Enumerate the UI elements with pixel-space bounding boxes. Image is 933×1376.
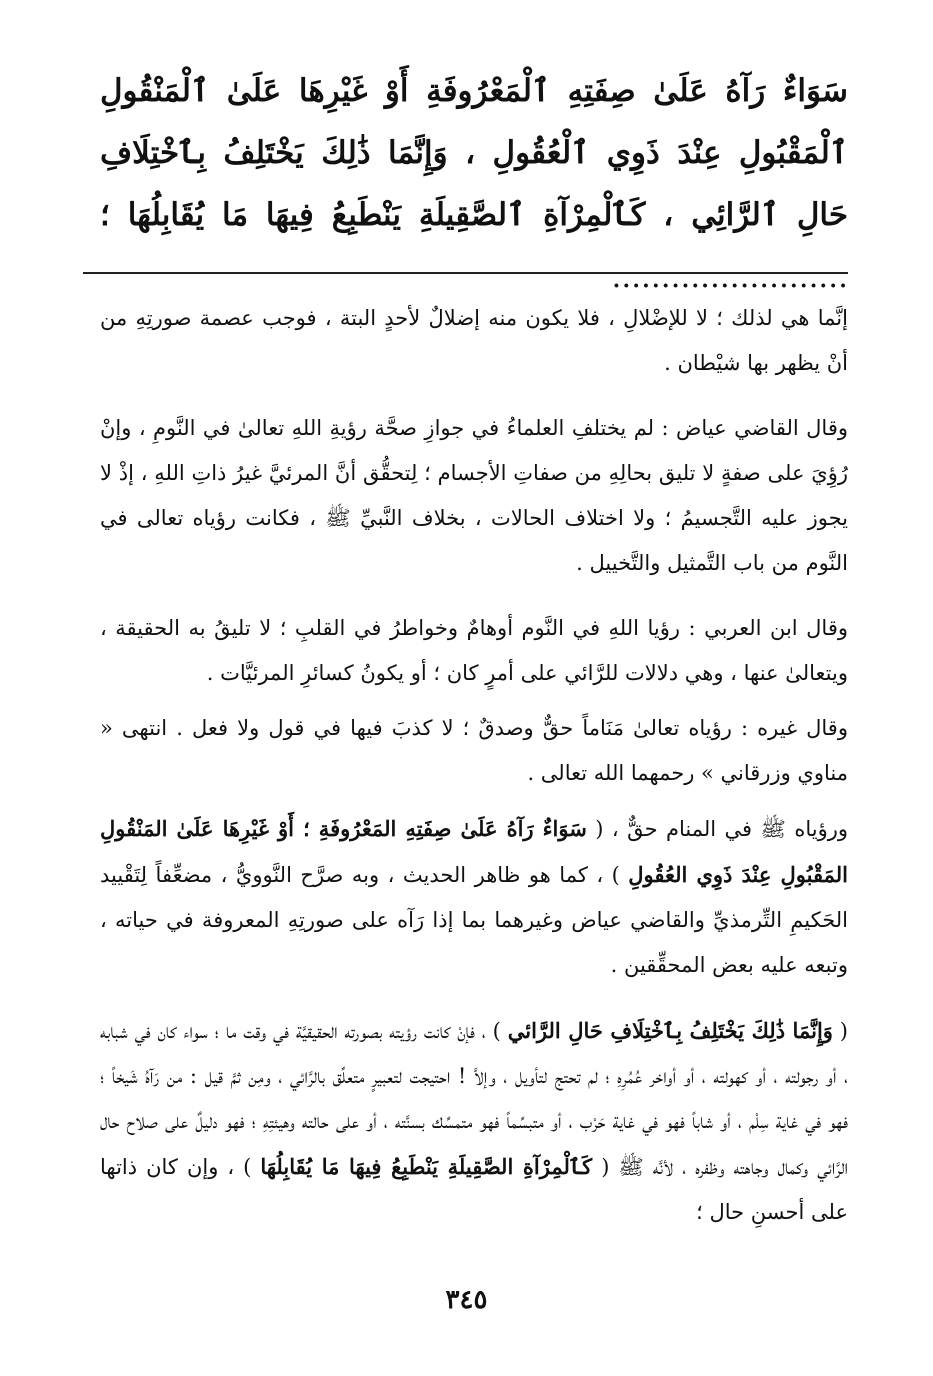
commentary-paragraph: وقال غيره : رؤياه تعالىٰ مَنَاماً حقٌّ وصدقٌ ؛ لا كذبَ فيها في قول ولا فعل . انتهى « مناوي وزرقاني » رحمهما الله تعالى .: [100, 716, 848, 785]
commentary-paragraph: وقال القاضي عياض : لم يختلفِ العلماءُ في جوازِ صحَّة رؤيةِ اللهِ تعالىٰ في النَّومِ ، وإنْ رُؤِيَ على صفةٍ لا تليق بحالِهِ من صفاتِ الأجسام ؛ لِتحقُّق أنَّ المرئيَّ غيرُ ذاتِ اللهِ ، إذْ لا يجوز عليه التَّجسيمُ ؛ ولا اختلاف الحالات ، بخلاف النَّبيِّ ﷺ ، فكانت رؤياه تعالى في النَّوم من باب التَّمثيل والتَّخييل .: [100, 416, 848, 575]
matn-dots: ........................: [611, 259, 848, 295]
page-number: ٣٤٥: [445, 1285, 488, 1315]
matn-line: ٱلصَّقِيلَةِ يَنْطَبِعُ فِيهَا مَا يُقَابِلُهَا ؛: [100, 197, 526, 233]
commentary-text: [100, 296, 848, 1255]
commentary-paragraph: [100, 1008, 848, 1235]
commentary-text-run: ورؤياه ﷺ في المنام حقٌّ ، (: [586, 817, 848, 841]
commentary-paragraph: وقال ابن العربي : رؤيا اللهِ في النَّوم أوهامٌ وخواطرُ في القلبِ ؛ لا تليقُ به الحقيقة ، ويتعالىٰ عنها ، وهي دلالات للرَّائي على أمرٍ كان ؛ أو يكونُ كسائرِ المرئيَّات .: [100, 616, 848, 685]
commentary-paragraph: إنَّما هي لذلك ؛ لا للإضْلالِ ، فلا يكون منه إضلالٌ لأحدٍ البتة ، فوجب عصمة صورتِهِ من أنْ يظهر بها شيْطان .: [100, 306, 848, 375]
separator-rule: [83, 272, 848, 274]
matn-line: سَوَاءٌ رَآهُ عَلَىٰ صِفَتِهِ ٱلْمَعْرُوفَةِ أَوْ غَيْرِهَا عَلَىٰ ٱلْمَنْقُولِ ٱلْمَقْبُولِ عِنْدَ: [100, 73, 849, 171]
matn-line: ذَوِي ٱلْعُقُولِ ، وَإِنَّمَا ذَٰلِكَ يَخْتَلِفُ بِٱخْتِلَافِ حَالِ ٱلرَّائِي ، كَٱلْمِرْآةِ: [100, 135, 848, 233]
matn-poem-text: [100, 60, 848, 308]
commentary-text-run: (: [832, 1019, 848, 1043]
matn-quote: وَإِنَّمَا ذَٰلِكَ يَخْتَلِفُ بِٱخْتِلَافِ حَالِ الرَّائي: [507, 1018, 833, 1043]
commentary-text-run: ) ، فإنْ كانت رؤيته بصورته الحقيقيَّة في وقت ما ؛ سواء كان في شبابه ، أو رجولته ، أو كهولته ، أو أواخر عُمُرِهِ ؛ لم تحتج لتأويل ، وإلاَّ ! احتيجت لتعبيرٍ متعلِّق بالرَّائي ، ومِن ثمَّ قيل : من رَآهُ شَيخاً ؛ فهو في غاية سِلْم ، أو شاباً فهو في غاية حَرْب ، أو متبسِّماً فهو متمسِّك بسنَّته ، أو على حالته وهيئتِهِ ؛ فهو دليلٌ على صلاح حال الرَّائي وكمال وجاهته وظفره ، لأنَّه ﷺ (: [100, 1019, 848, 1179]
commentary-text-run: ) ، كما هو ظاهر الحديث ، وبه صرَّح النَّوويُّ ، مضعِّفاً لِتَقْييد الحَكيمِ التِّرمذيِّ والقاضي عياض وغيرهما بما إذا رَآه على صورتِهِ المعروفة في حياته ، وتبعه عليه بعض المحقِّقين .: [100, 863, 848, 977]
matn-quote: سَوَاءٌ رَآهُ عَلَىٰ صِفَتِهِ المَعْرُوفَةِ ؛ أَوْ غَيْرِهَا عَلَىٰ المَنْقُولِ المَقْبُولِ عِنْدَ ذَوِي العُقُولِ: [100, 816, 848, 887]
commentary-text-run: ) ، وإن كان ذاتها على أحسنِ حال ؛: [100, 1155, 848, 1224]
matn-quote: كَٱلْمِرْآةِ الصَّقِيلَةِ يَنْطَبِعُ فِيهَا مَا يُقَابِلُهَا: [260, 1154, 593, 1179]
commentary-paragraph: [100, 806, 848, 988]
